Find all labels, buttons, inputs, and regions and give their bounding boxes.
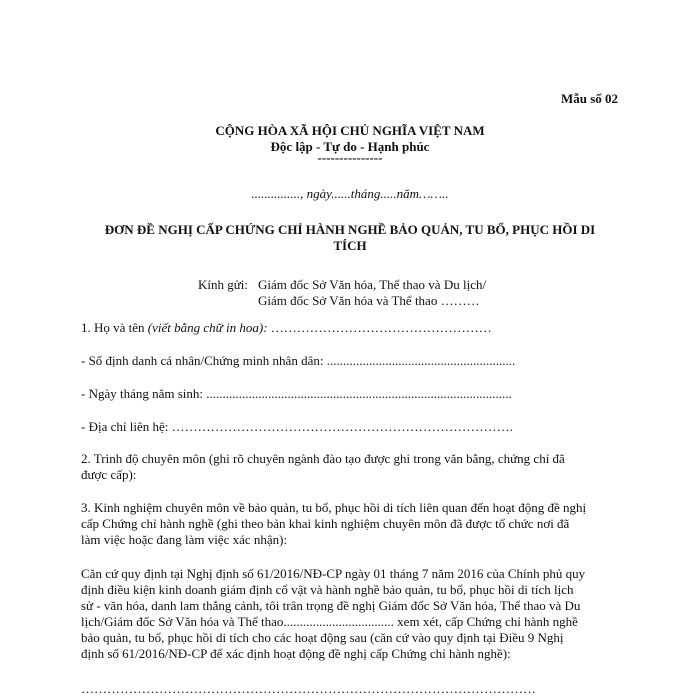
full-name-field: [81, 319, 492, 336]
basis-line-2: định điều kiện kinh doanh giám định cổ vật và hành nghề bảo quản, tu bổ, phục hồi di tích lịch: [81, 582, 574, 597]
section-3-line-3: làm việc hoặc đang làm việc xác nhận):: [81, 532, 288, 547]
basis-line-6: định số 61/2016/NĐ-CP để xác định hoạt động đề nghị cấp Chứng chỉ hành nghề):: [81, 646, 511, 661]
form-title: ĐƠN ĐỀ NGHỊ CẤP CHỨNG CHỈ HÀNH NGHỀ BẢO QUẢN, TU BỔ, PHỤC HỒI DI: [104, 222, 596, 237]
activities-blank-line: ……………………………………………………………………………………………: [81, 681, 536, 696]
full-name-hint: (viết bằng chữ in hoa):: [147, 320, 268, 335]
full-name-blank: ……………………………………………: [267, 320, 492, 335]
motto: Độc lập - Tự do - Hạnh phúc: [270, 139, 430, 154]
recipient-label: Kính gửi:: [198, 277, 249, 292]
section-3-line-2: cấp Chứng chỉ hành nghề (ghi theo bản khai kinh nghiệm chuyên môn đã được tổ chức nơi đã: [81, 516, 570, 531]
recipient-line-1: Giám đốc Sở Văn hóa, Thể thao và Du lịch/: [258, 277, 487, 292]
id-number-field: - Số định danh cá nhân/Chứng minh nhân dân: ..........................................................: [81, 353, 516, 368]
basis-line-4: lịch/Giám đốc Sở Văn hóa và Thể thao.................................. xem xét, cấp Chứng chỉ hành nghề: [81, 614, 578, 629]
full-name-label: 1. Họ và tên: [81, 320, 148, 335]
birth-date-field: - Ngày tháng năm sinh: ..............................................................................................: [81, 386, 512, 401]
address-field: - Địa chỉ liên hệ: …………………………………………………………………….: [81, 419, 513, 434]
basis-line-5: bảo quản, tu bổ, phục hồi di tích cho các hoạt động sau (căn cứ vào quy định tại Điều 9 Nghị: [81, 630, 564, 645]
section-2-line-2: được cấp):: [81, 467, 137, 482]
date-line: ..............., ngày......tháng.....năm……..: [251, 186, 449, 201]
basis-line-3: sử - văn hóa, danh lam thắng cảnh, tôi trân trọng đề nghị Giám đốc Sở Văn hóa, Thể thao và Du: [81, 598, 581, 613]
header-separator: ---------------: [317, 150, 383, 165]
form-title-continued: TÍCH: [333, 238, 367, 253]
section-3-line-1: 3. Kinh nghiệm chuyên môn về bảo quản, tu bổ, phục hồi di tích liên quan đến hoạt động đề nghị: [81, 500, 587, 515]
section-2-line-1: 2. Trình độ chuyên môn (ghi rõ chuyên ngành đào tạo được ghi trong văn bằng, chứng chỉ đã: [81, 451, 565, 466]
form-number: Mẫu số 02: [560, 91, 618, 106]
basis-line-1: Căn cứ quy định tại Nghị định số 61/2016/NĐ-CP ngày 01 tháng 7 năm 2016 của Chính phủ quy: [81, 566, 586, 581]
recipient-line-2: Giám đốc Sở Văn hóa và Thể thao ………: [258, 293, 480, 308]
country-name: CỘNG HÒA XÃ HỘI CHỦ NGHĨA VIỆT NAM: [215, 123, 485, 138]
